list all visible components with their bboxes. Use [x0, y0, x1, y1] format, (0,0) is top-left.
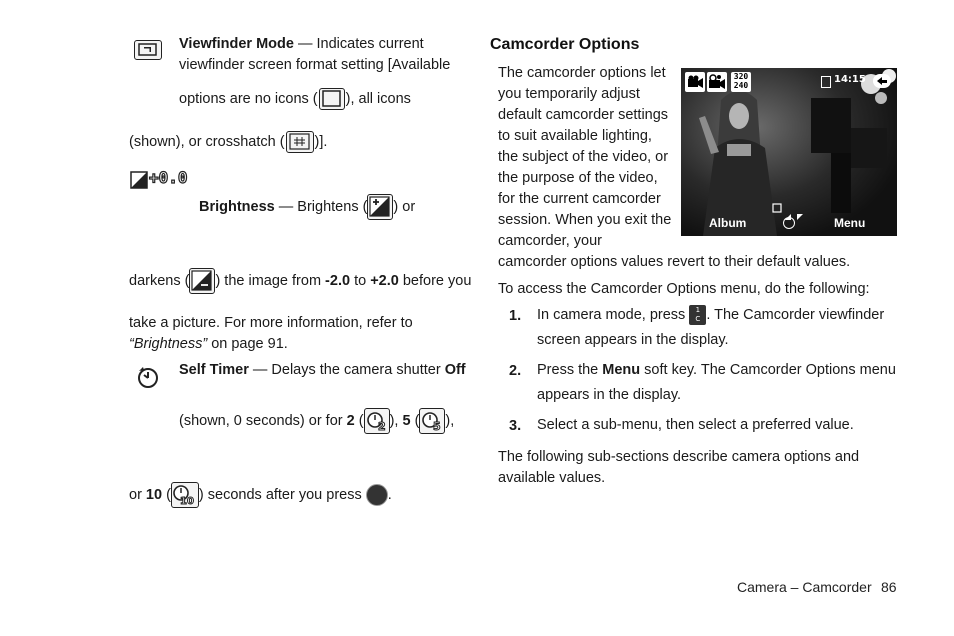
- viewfinder-mode-icon: [134, 40, 162, 60]
- timer-2-seconds-icon: [364, 408, 390, 434]
- return-icon: [873, 74, 891, 88]
- self-timer-icon: [134, 364, 162, 390]
- clock-time: 14:15: [834, 74, 866, 85]
- crosshatch-icon: [286, 131, 314, 153]
- viewfinder-line-3: options are no icons ( ), all icons: [179, 88, 411, 110]
- step-1-line-2: screen appears in the display.: [537, 332, 729, 348]
- svg-text:5: 5: [433, 420, 442, 432]
- section-heading: Camcorder Options: [490, 36, 640, 53]
- video-quality-icon: [707, 72, 727, 92]
- album-soft-key[interactable]: Album: [709, 216, 747, 230]
- brightness-value: +0.0: [149, 168, 188, 187]
- intro-tail: camcorder options values revert to their default values.: [498, 254, 851, 270]
- intro-paragraph: The camcorder options let you temporarily adjust default camcorder settings to suit available lighting, the subject of the video, or the purpose of the video, for the current camcorder session. When you exit the camcorder, your: [498, 65, 672, 249]
- step-1-number: 1.: [509, 308, 522, 324]
- camera-key-1-icon: 1 C: [689, 305, 706, 325]
- timer-10-seconds-icon: [171, 482, 199, 508]
- timer-line-3: or 10 ( 10 ) seconds after you press .: [129, 482, 392, 508]
- step-3-number: 3.: [509, 418, 522, 434]
- darken-icon: [189, 268, 215, 294]
- resolution-indicator: 320 240: [731, 72, 751, 92]
- step-2-line-1: Press the Menu soft key. The Camcorder Options menu: [537, 362, 896, 378]
- timer-line-2: (shown, 0 seconds) or for 2 ( 2 ), 5 ( 5 ),: [179, 408, 454, 434]
- viewfinder-line-4: (shown), or crosshatch ( )].: [129, 131, 327, 153]
- brightness-reference-link[interactable]: “Brightness”: [129, 336, 208, 352]
- outro-line-1: The following sub-sections describe camera options and: [498, 449, 860, 465]
- step-2-number: 2.: [509, 363, 522, 379]
- step-3-line-1: Select a sub-menu, then select a preferred value.: [537, 417, 854, 433]
- brightness-icon: [130, 171, 148, 189]
- access-instruction: To access the Camcorder Options menu, do the following:: [498, 281, 870, 297]
- step-1-line-1: In camera mode, press 1 C . The Camcorder viewfinder: [537, 306, 885, 324]
- self-timer-term: Self Timer: [179, 362, 249, 378]
- page-number: 86: [881, 579, 897, 595]
- brightness-term: Brightness: [199, 198, 275, 215]
- viewfinder-line-2: viewfinder screen format setting [Available: [179, 57, 451, 73]
- svg-text:2: 2: [377, 420, 386, 432]
- timer-line-1: Self Timer — Delays the camera shutter Off: [179, 362, 466, 378]
- no-icons-frame-icon: [319, 88, 345, 110]
- brightness-line-3: take a picture. For more information, refer to: [129, 315, 413, 331]
- camcorder-mode-icon: [685, 72, 705, 92]
- brighten-icon: [367, 194, 393, 220]
- outro-line-2: available values.: [498, 470, 606, 486]
- svg-text:10: 10: [179, 496, 194, 506]
- brightness-line-4: “Brightness” on page 91.: [129, 336, 288, 352]
- step-2-line-2: appears in the display.: [537, 387, 682, 403]
- center-soft-key-icon[interactable]: [783, 217, 795, 229]
- timer-5-seconds-icon: [419, 408, 445, 434]
- footer-section-title: Camera – Camcorder: [737, 579, 872, 595]
- brightness-line-1: Brightness — Brightens ( ) or: [199, 194, 415, 220]
- camcorder-viewfinder-screenshot: [681, 68, 897, 236]
- viewfinder-scene-image: [681, 68, 897, 236]
- viewfinder-line-1: Viewfinder Mode — Indicates current: [179, 36, 424, 52]
- camera-key-icon: [366, 484, 388, 506]
- brightness-line-2: darkens ( ) the image from -2.0 to +2.0 before you: [129, 268, 471, 294]
- storage-icon: [821, 76, 831, 88]
- viewfinder-term: Viewfinder Mode: [179, 36, 294, 52]
- menu-soft-key[interactable]: Menu: [834, 216, 866, 230]
